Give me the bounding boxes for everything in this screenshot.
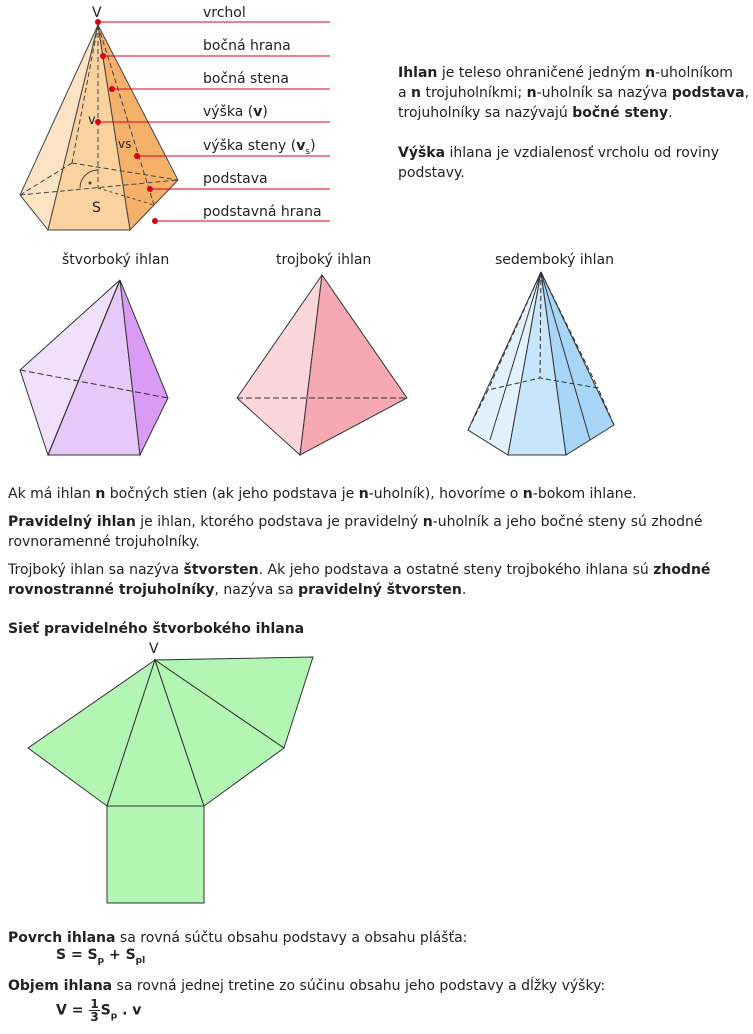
pyramid-label-quad: štvorboký ihlan xyxy=(62,252,170,268)
def-text-5: -uholník sa nazýva xyxy=(536,85,672,101)
def-podstava: podstava xyxy=(671,85,745,101)
p3-stvorsten: štvorsten xyxy=(183,562,259,578)
p3-zhodne: zhodné xyxy=(653,562,711,578)
callout-vyska-bold: v xyxy=(253,104,263,120)
p2-term: Pravidelný ihlan xyxy=(8,514,136,530)
povrch-term: Povrch ihlana xyxy=(8,930,116,946)
objem-lhs: V = xyxy=(56,1002,89,1019)
p2-b: -uholník a jeho bočné steny sú zhodné xyxy=(432,514,703,530)
callout-bocna-stena: bočná stena xyxy=(203,71,289,87)
p1-b: bočných stien (ak jeho podstava je xyxy=(105,486,359,502)
def-bocne-steny: bočné steny xyxy=(572,105,669,121)
def-text-4: trojuholníkmi; xyxy=(421,85,527,101)
objem-text xyxy=(8,976,748,996)
net-title: Sieť pravidelného štvorbokého ihlana xyxy=(8,621,305,637)
objem-desc: sa rovná jednej tretine zo súčinu obsahu jeho podstavy a dĺžky výšky: xyxy=(112,978,606,994)
def-text-3: a xyxy=(398,85,412,101)
p3-zhodne2: rovnostranné trojuholníky xyxy=(8,582,215,598)
p3-c: , nazýva sa xyxy=(214,582,299,598)
callout-vyska-end: ) xyxy=(262,104,268,120)
height-label: v xyxy=(88,113,96,128)
objem-formula xyxy=(56,998,141,1023)
net-vertex-label: V xyxy=(149,641,159,657)
p3-d: . xyxy=(461,582,467,598)
callout-vrchol: vrchol xyxy=(203,5,246,21)
objem-s: S xyxy=(100,1002,111,1019)
p3-prav: pravidelný štvorsten xyxy=(298,582,462,598)
p1-c: -uholník), hovoríme o xyxy=(368,486,523,502)
def-text-7: trojuholníky sa nazývajú xyxy=(398,105,573,121)
povrch-sub-pl: pl xyxy=(135,955,146,966)
objem-tail: . v xyxy=(117,1002,142,1019)
pyramid-label-tri: trojboký ihlan xyxy=(276,252,372,268)
p3-a: Trojboký ihlan sa nazýva xyxy=(8,562,184,578)
povrch-desc: sa rovná súčtu obsahu podstavy a obsahu plášťa: xyxy=(115,930,468,946)
center-label: S xyxy=(92,200,101,216)
callout-vyska-steny-text: výška steny ( xyxy=(203,138,297,154)
def-n-3: n xyxy=(526,85,537,101)
povrch-plus: + S xyxy=(104,947,136,963)
callout-vyska-steny-bold: v xyxy=(296,138,306,154)
net-shape xyxy=(28,657,313,903)
p1-n2: n xyxy=(358,486,369,502)
callout-vyska-steny-sub: s xyxy=(305,146,311,157)
callout-podstava: podstava xyxy=(203,171,268,187)
def-n-1: n xyxy=(645,65,656,81)
def-text-1: je teleso ohraničené jedným xyxy=(437,65,646,81)
povrch-sub-p: p xyxy=(97,955,105,966)
vertex-label: V xyxy=(92,5,102,21)
p2-a: je ihlan, ktorého podstava je pravidelný xyxy=(135,514,423,530)
p1-n3: n xyxy=(522,486,533,502)
objem-term: Objem ihlana xyxy=(8,978,113,994)
objem-fraction xyxy=(89,998,99,1023)
callout-vyska-steny-end: ) xyxy=(310,138,316,154)
def-text-2: -uholníkom xyxy=(655,65,733,81)
callout-vyska-text: výška ( xyxy=(203,104,254,120)
def-text-6: , xyxy=(744,85,750,101)
povrch-formula xyxy=(56,947,145,966)
povrch-lhs: S = S xyxy=(56,947,98,963)
p1-d: -bokom ihlane. xyxy=(532,486,637,502)
vyska-text: ihlana je vzdialenosť vrcholu od roviny xyxy=(445,145,720,161)
p2-line-2: rovnoramenné trojuholníky. xyxy=(8,534,200,550)
vyska-term: Výška xyxy=(398,145,446,161)
callout-podstavna-hrana: podstavná hrana xyxy=(203,204,322,220)
p2-n: n xyxy=(422,514,433,530)
objem-num: 1 xyxy=(90,997,99,1011)
ihlan-term: Ihlan xyxy=(398,65,438,81)
objem-sub-p: p xyxy=(110,1011,118,1022)
pyramid-label-hepta: sedemboký ihlan xyxy=(495,252,614,268)
objem-den: 3 xyxy=(90,1010,99,1024)
p3-b: . Ak jeho podstava a ostatné steny trojbokého ihlana sú xyxy=(258,562,654,578)
slant-label-text: vs xyxy=(118,137,132,151)
def-n-2: n xyxy=(411,85,421,101)
callout-bocna-hrana: bočná hrana xyxy=(203,38,291,54)
p1-n1: n xyxy=(95,486,106,502)
vyska-line-2: podstavy. xyxy=(398,165,465,181)
povrch-text xyxy=(8,928,748,948)
p1-a: Ak má ihlan xyxy=(8,486,96,502)
def-text-8: . xyxy=(668,105,673,121)
